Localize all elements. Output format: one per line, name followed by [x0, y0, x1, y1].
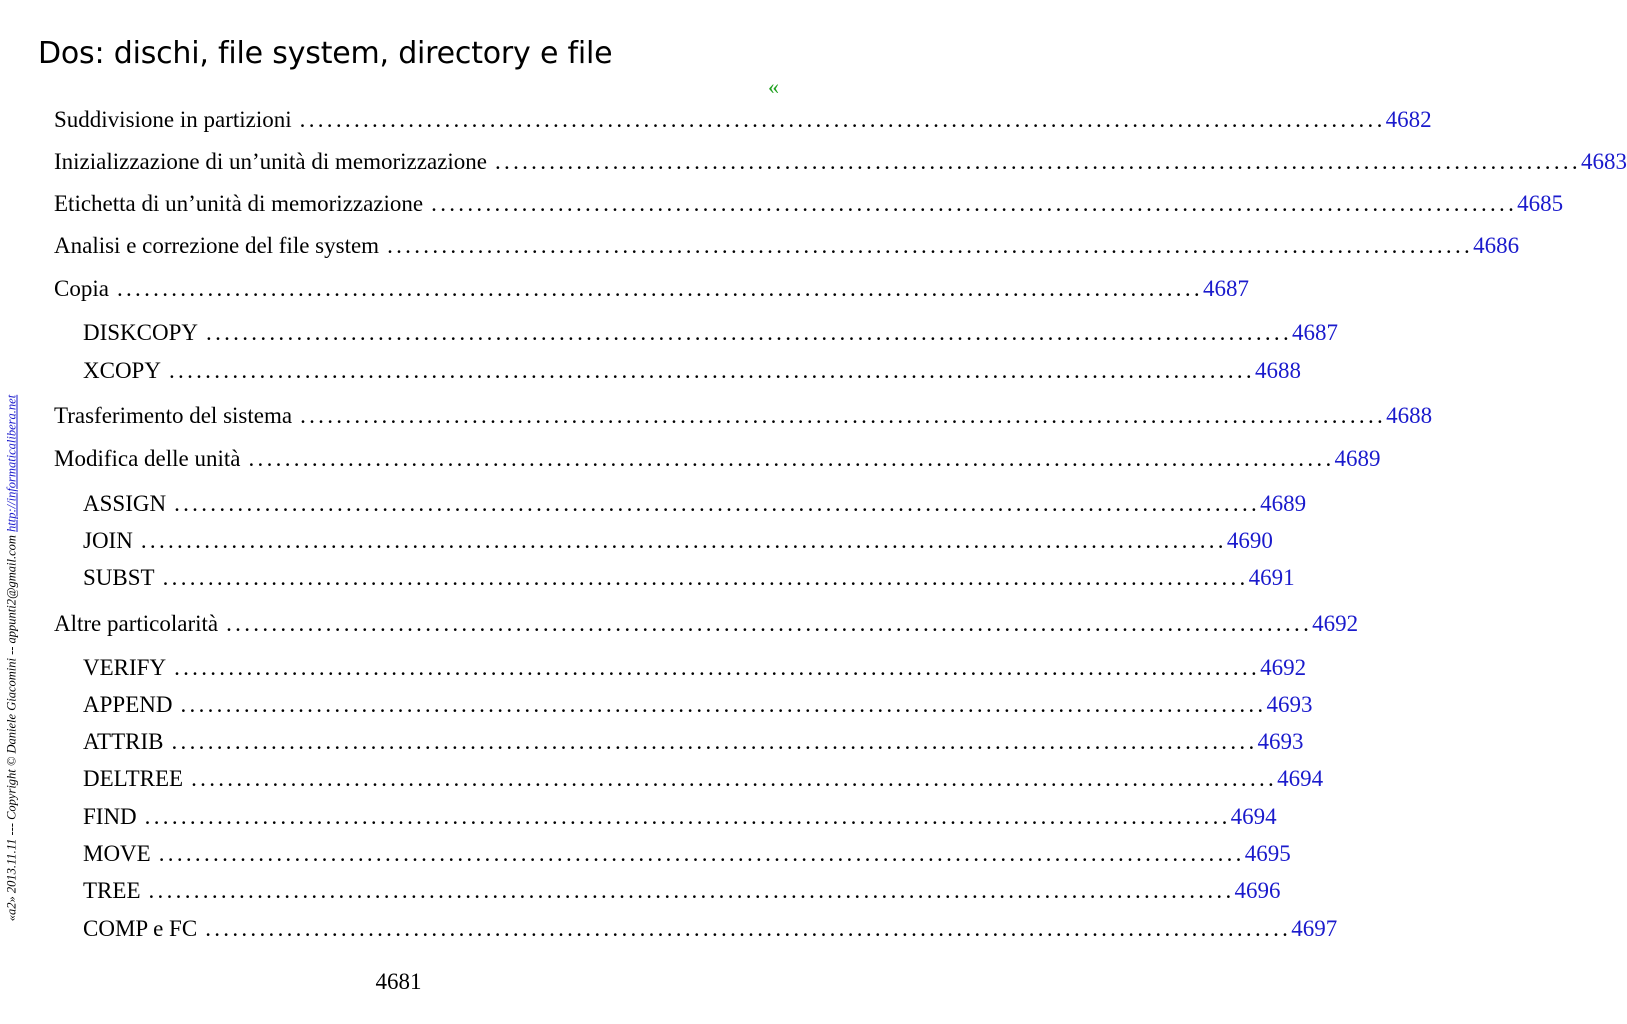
toc-page-link[interactable]: 4683 [1580, 149, 1627, 174]
toc-leader-dots: ........................................................................................................................ [148, 878, 1235, 903]
toc-leader-dots: ........................................................................................................................ [116, 276, 1203, 301]
toc-leader-dots: ........................................................................................................................ [174, 655, 1261, 680]
toc-leader-dots: ........................................................................................................................ [144, 804, 1231, 829]
toc-entry-label: Modifica delle unità [54, 446, 241, 471]
toc-subentry [83, 491, 1307, 521]
back-link[interactable]: « [768, 74, 779, 99]
toc-leader-dots: ........................................................................................................................ [174, 491, 1261, 516]
toc-entry-label: XCOPY [83, 358, 161, 383]
toc-subentry [83, 804, 1277, 834]
toc-entry [54, 403, 1433, 433]
toc-subentry [83, 320, 1339, 350]
toc-page-link[interactable]: 4687 [1292, 320, 1339, 345]
toc-subentry [83, 878, 1281, 908]
toc-entry-label: Altre particolarità [54, 611, 219, 636]
toc-entry [54, 149, 1627, 179]
toc-entry [54, 107, 1432, 137]
toc-entry-label: SUBST [83, 565, 155, 590]
toc-leader-dots: ........................................................................................................................ [171, 729, 1258, 754]
toc-subentry [83, 528, 1273, 558]
page-title: Dos: dischi, file system, directory e file [38, 36, 613, 71]
toc-subentry [83, 841, 1291, 871]
toc-entry [54, 446, 1381, 476]
toc-page-link[interactable]: 4688 [1386, 403, 1433, 428]
toc-page-link[interactable]: 4692 [1312, 611, 1359, 636]
toc-entry [54, 233, 1520, 263]
toc-subentry [83, 655, 1307, 685]
toc-leader-dots: ........................................................................................................................ [299, 107, 1386, 132]
toc-entry-label: APPEND [83, 692, 173, 717]
toc-leader-dots: ........................................................................................................................ [226, 611, 1313, 636]
copyright-text: «a2» 2013.11.11 --- Copyright © Daniele Giacomini -- appunti2@gmail.com [4, 531, 19, 922]
toc-leader-dots: ........................................................................................................................ [300, 403, 1387, 428]
toc-entry-label: Etichetta di un’unità di memorizzazione [54, 191, 424, 216]
toc-entry-label: Suddivisione in partizioni [54, 107, 292, 132]
toc-page-link[interactable]: 4690 [1226, 528, 1273, 553]
toc-entry-label: JOIN [83, 528, 133, 553]
toc-leader-dots: ........................................................................................................................ [431, 191, 1518, 216]
toc-page-link[interactable]: 4695 [1244, 841, 1291, 866]
toc-entry [54, 191, 1564, 221]
toc-leader-dots: ........................................................................................................................ [168, 358, 1255, 383]
toc-entry-label: ATTRIB [83, 729, 164, 754]
toc-page-link[interactable]: 4693 [1257, 729, 1304, 754]
toc-page-link[interactable]: 4696 [1234, 878, 1281, 903]
toc-entry-label: Trasferimento del sistema [54, 403, 293, 428]
toc-page-link[interactable]: 4697 [1291, 916, 1338, 941]
toc-leader-dots: ........................................................................................................................ [494, 149, 1581, 174]
toc-subentry [83, 766, 1324, 796]
toc-entry-label: DELTREE [83, 766, 184, 791]
toc-page-link[interactable]: 4686 [1473, 233, 1520, 258]
toc-entry-label: FIND [83, 804, 137, 829]
toc-subentry [83, 565, 1295, 595]
toc-leader-dots: ........................................................................................................................ [387, 233, 1474, 258]
toc-page-link[interactable]: 4691 [1248, 565, 1295, 590]
toc-entry-label: Copia [54, 276, 109, 301]
toc-leader-dots: ........................................................................................................................ [180, 692, 1267, 717]
toc-subentry [83, 729, 1304, 759]
toc-page-link[interactable]: 4689 [1260, 491, 1307, 516]
toc-leader-dots: ........................................................................................................................ [248, 446, 1335, 471]
toc-page-link[interactable]: 4688 [1254, 358, 1301, 383]
toc-leader-dots: ........................................................................................................................ [205, 916, 1292, 941]
toc-page-link[interactable]: 4682 [1385, 107, 1432, 132]
toc-subentry [83, 358, 1301, 388]
toc-leader-dots: ........................................................................................................................ [191, 766, 1278, 791]
toc-entry [54, 611, 1359, 641]
toc-entry-label: VERIFY [83, 655, 167, 680]
website-link[interactable]: http://informaticalibera.net [4, 394, 19, 532]
toc-leader-dots: ........................................................................................................................ [206, 320, 1293, 345]
toc-subentry [83, 916, 1338, 946]
toc-entry-label: ASSIGN [83, 491, 167, 516]
toc-entry-label: DISKCOPY [83, 320, 199, 345]
toc-leader-dots: ........................................................................................................................ [140, 528, 1227, 553]
toc-subentry [83, 692, 1313, 722]
toc-page-link[interactable]: 4693 [1266, 692, 1313, 717]
toc-page-link[interactable]: 4685 [1517, 191, 1564, 216]
toc-entry-label: Analisi e correzione del file system [54, 233, 380, 258]
toc-page-link[interactable]: 4694 [1277, 766, 1324, 791]
toc-leader-dots: ........................................................................................................................ [158, 841, 1245, 866]
toc-entry-label: COMP e FC [83, 916, 198, 941]
toc-page-link[interactable]: 4689 [1334, 446, 1381, 471]
toc-entry-label: TREE [83, 878, 141, 903]
toc-page-link[interactable]: 4687 [1202, 276, 1249, 301]
page-number: 4681 [375, 969, 422, 994]
toc-entry [54, 276, 1249, 306]
toc-leader-dots: ........................................................................................................................ [162, 565, 1249, 590]
toc-page-link[interactable]: 4694 [1230, 804, 1277, 829]
toc-entry-label: Inizializzazione di un’unità di memorizzazione [54, 149, 487, 174]
toc-page-link[interactable]: 4692 [1260, 655, 1307, 680]
toc-entry-label: MOVE [83, 841, 151, 866]
